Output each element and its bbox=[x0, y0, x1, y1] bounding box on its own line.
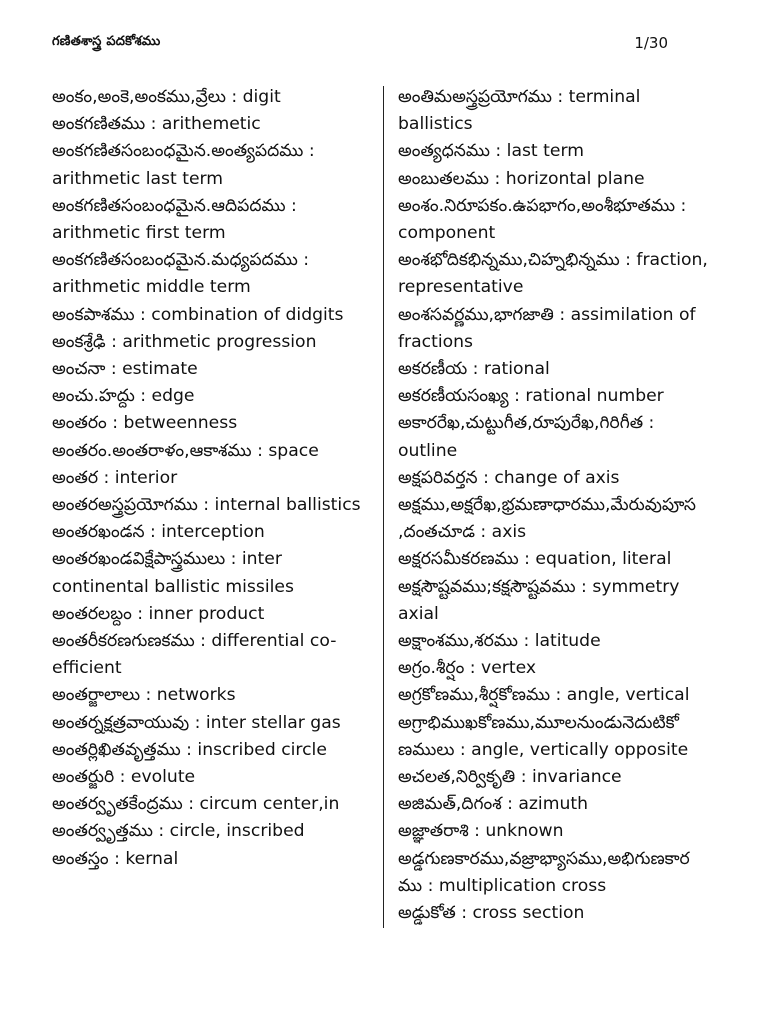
glossary-entry: అంతర్జాలాలు : networks bbox=[52, 685, 236, 706]
glossary-entry: అంతర్వృత్తము : circle, inscribed bbox=[52, 821, 305, 842]
glossary-entry: అంకపాశము : combination of didgits bbox=[52, 304, 344, 325]
glossary-entry: అంతర్వృతకేంద్రము : circum center,in bbox=[52, 794, 340, 815]
glossary-entry: అంకగణితసంబంధమైన.మధ్యపదము : arithmetic middle term bbox=[52, 250, 310, 298]
glossary-entry: అంతరం : betweenness bbox=[52, 413, 238, 434]
glossary-entry: అక్షపరివర్తన : change of axis bbox=[398, 467, 620, 488]
glossary-entry: అంత్యధనము : last term bbox=[398, 141, 584, 162]
glossary-entry: అజిమత్,దిగంశ : azimuth bbox=[398, 794, 588, 815]
glossary-entry: అంతర్లిఖితవృత్తము : inscribed circle bbox=[52, 739, 327, 760]
glossary-entry: అక్షరసమీకరణము : equation, literal bbox=[398, 549, 672, 570]
glossary-entry: అడ్డుకోత : cross section bbox=[398, 903, 585, 924]
glossary-entry: అంతరీకరణగుణకము : differential co-efficient bbox=[52, 631, 337, 679]
glossary-entry: అంబుతలము : horizontal plane bbox=[398, 168, 645, 189]
glossary-entry: అంకగణితసంబంధమైన.ఆదిపదము : arithmetic first term bbox=[52, 195, 297, 244]
glossary-entry: అంతస్తం : kernal bbox=[52, 848, 179, 869]
glossary-entry: అచలత,నిర్వికృతి : invariance bbox=[398, 767, 622, 788]
glossary-entry: అకరణీయసంఖ్య : rational number bbox=[398, 386, 664, 407]
glossary-entry: అంతరఅస్త్రప్రయోగము : internal ballistics bbox=[52, 495, 361, 516]
left-column bbox=[52, 84, 370, 873]
glossary-entry: అంకగణితసంబంధమైన.అంత్యపదము : arithmetic last term bbox=[52, 141, 315, 189]
glossary-entry: అక్షసౌష్టవము;కక్షసౌష్టవము : symmetry axial bbox=[398, 576, 680, 624]
glossary-entry: అడ్డగుణకారము,వజ్రాభ్యాసము,అభిగుణకార ము : multiplication cross bbox=[398, 848, 690, 896]
glossary-entry: అంతిమఅస్త్రప్రయోగము : terminal ballistics bbox=[398, 87, 641, 135]
column-divider bbox=[383, 86, 384, 928]
glossary-entry: అక్షాంశము,శరము : latitude bbox=[398, 631, 601, 652]
glossary-entry: అకరణీయ : rational bbox=[398, 359, 550, 380]
glossary-entry: అంతరం.అంతరాళం,ఆకాశము : space bbox=[52, 440, 319, 461]
document-title: గణితశాస్త్ర పదకోశము bbox=[52, 34, 161, 49]
glossary-entry: అగ్రం.శీర్షం : vertex bbox=[398, 658, 537, 679]
glossary-entry: అంతర : interior bbox=[52, 467, 178, 488]
glossary-entry: అంచు.హద్దు : edge bbox=[52, 386, 195, 407]
glossary-entry: అంకగణితము : arithemetic bbox=[52, 114, 261, 135]
right-column bbox=[398, 84, 716, 927]
glossary-entry: అంచనా : estimate bbox=[52, 359, 198, 380]
glossary-entry: అగ్రకోణము,శీర్షకోణము : angle, vertical bbox=[398, 685, 690, 706]
glossary-entry: అంతర్నక్షత్రవాయువు : inter stellar gas bbox=[52, 712, 341, 733]
glossary-entry: అంతరలబ్దం : inner product bbox=[52, 603, 265, 624]
glossary-entry: అంశభోదికభిన్నము,చిహ్నభిన్నము : fraction, representative bbox=[398, 250, 708, 298]
page-number: 1/30 bbox=[634, 34, 668, 52]
glossary-entry: అంకశ్రేఢి : arithmetic progression bbox=[52, 331, 317, 352]
glossary-entry: అంకం,అంకె,అంకము,వ్రేలు : digit bbox=[52, 87, 281, 107]
glossary-entry: అక్షము,అక్షరేఖ,భ్రమణాధారము,మేరువుపూస ,దంతచూడ : axis bbox=[398, 495, 696, 543]
glossary-entry: అంతర్జురి : evolute bbox=[52, 767, 196, 788]
glossary-entry: అంతరఖండవిక్షేపాస్త్రములు : inter continental ballistic missiles bbox=[52, 549, 294, 597]
glossary-entry: అగ్రాభిముఖకోణము,మూలనుండునెదుటికో ణములు : angle, vertically opposite bbox=[398, 712, 689, 760]
glossary-entry: అజ్ఞాతరాశి : unknown bbox=[398, 821, 564, 842]
glossary-entry: అంశసవర్ణము,భాగజాతి : assimilation of fractions bbox=[398, 304, 696, 352]
glossary-entry: అంతరఖండన : interception bbox=[52, 522, 265, 543]
glossary-entry: అంశం.నిరూపకం.ఉపభాగం,అంశీభూతము : component bbox=[398, 195, 687, 244]
glossary-entry: అకారరేఖ,చుట్టుగీత,రూపురేఖ,గిరిగీత : outline bbox=[398, 413, 655, 461]
